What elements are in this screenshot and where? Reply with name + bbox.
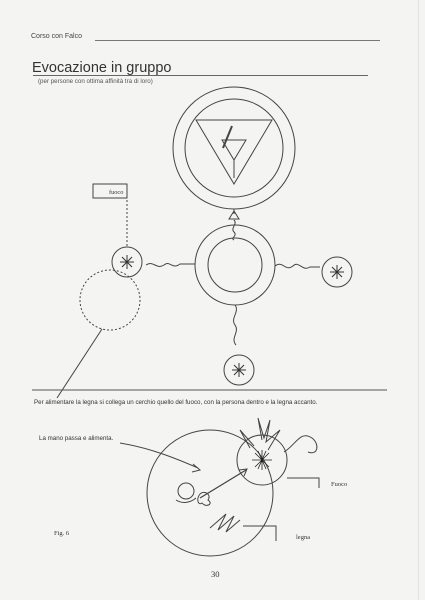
central-ring xyxy=(195,225,275,305)
legna-leader xyxy=(243,526,276,541)
pointer-line xyxy=(57,329,102,398)
flame-marks xyxy=(120,255,344,377)
page-number: 30 xyxy=(211,569,220,579)
page-title: Evocazione in gruppo xyxy=(32,60,172,76)
fire-spikes xyxy=(258,418,280,450)
page-subtitle: (per persone con ottima affinità tra di loro) xyxy=(38,78,153,85)
fire-feeding-diagram xyxy=(120,418,319,556)
hand-note: La mano passa e alimenta. xyxy=(39,435,114,442)
figure-head xyxy=(178,483,194,499)
dashed-circle xyxy=(80,270,140,330)
caption-text: Per alimentare la legna si collega un cerchio quello del fuoco, con la persona dentro e la legna accanto. xyxy=(34,399,318,406)
fire-scribble xyxy=(252,450,272,470)
feed-arrow xyxy=(200,470,246,498)
fuoco-label: Fuoco xyxy=(331,481,348,488)
figure-label: Fig. 6 xyxy=(54,530,70,537)
wavy-connector-left xyxy=(146,264,195,267)
hand-shape xyxy=(198,492,210,505)
wavy-connector-bottom xyxy=(234,305,237,345)
smoke-swirl xyxy=(284,436,317,453)
course-header: Corso con Falco xyxy=(31,33,82,40)
wavy-connector-top xyxy=(233,220,235,240)
person-circle xyxy=(147,430,273,556)
legna-label: legna xyxy=(296,534,311,541)
wavy-connector-right xyxy=(275,264,320,268)
fuoco-box-label: fuoco xyxy=(109,189,124,196)
triangle-emblem xyxy=(173,87,295,209)
fuoco-leader xyxy=(287,478,319,488)
wood-zigzag xyxy=(210,514,240,532)
